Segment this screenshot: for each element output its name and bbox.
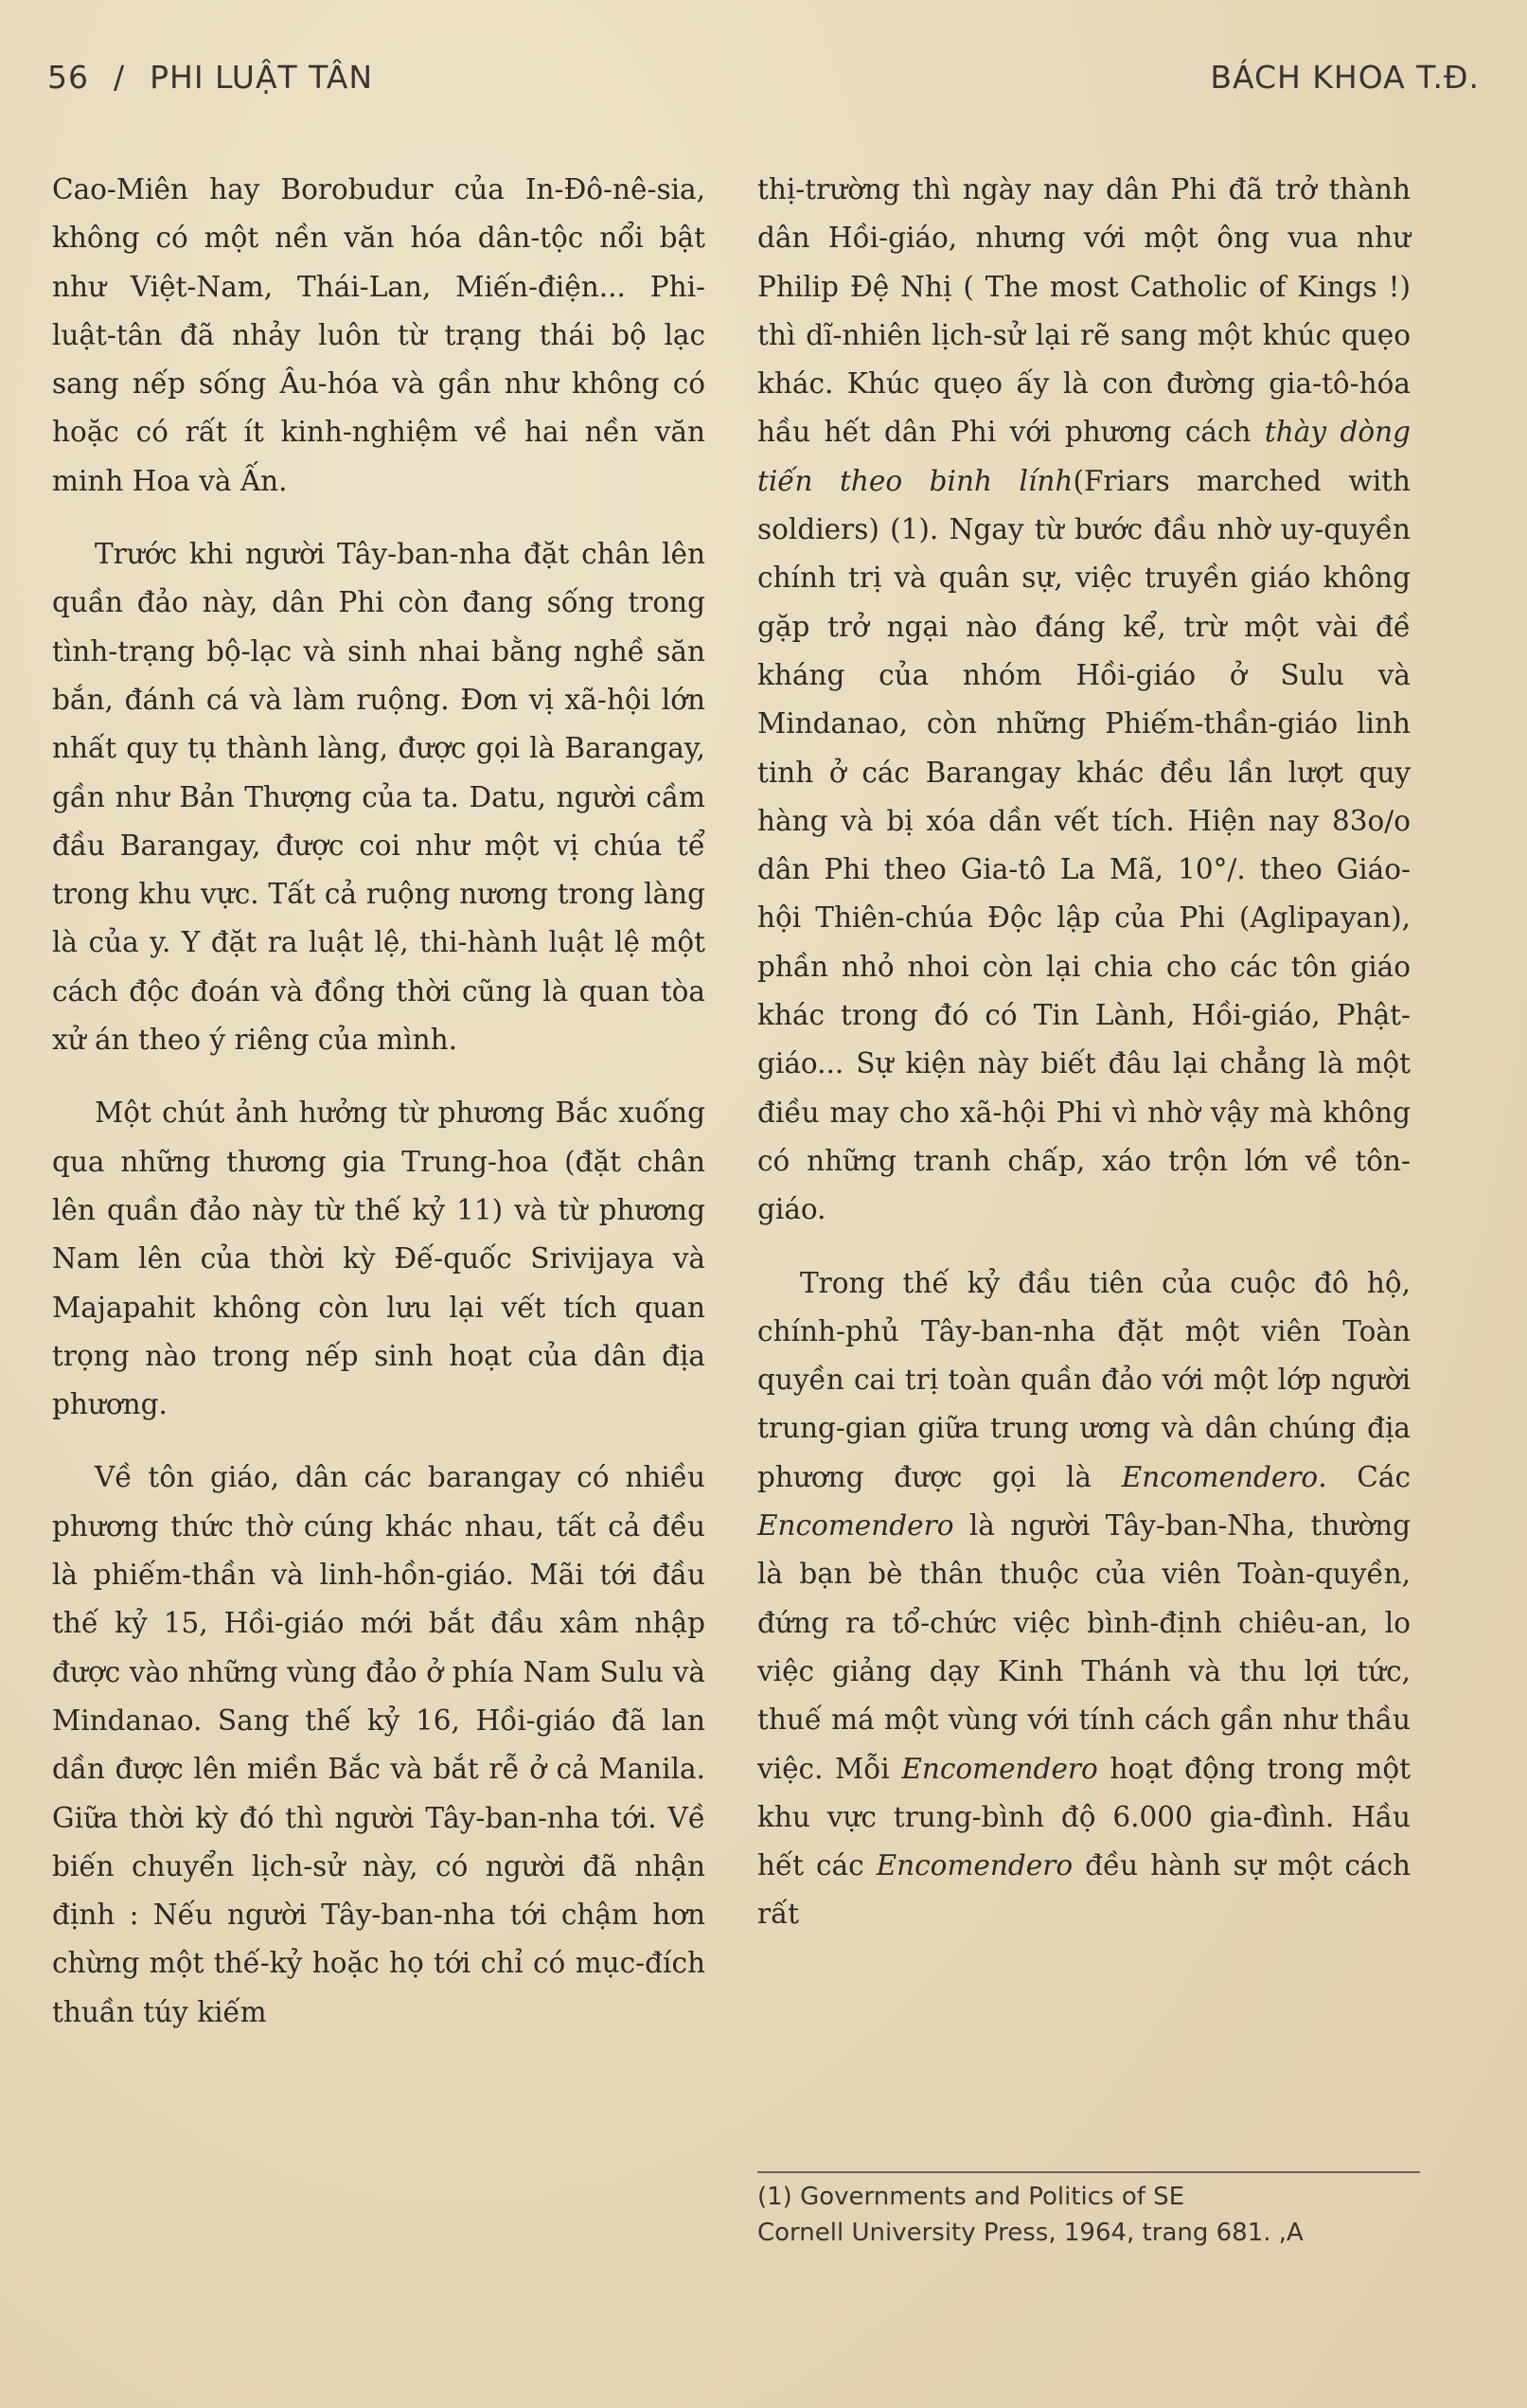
right-p2-italic-3: Encomendero bbox=[901, 1752, 1098, 1785]
left-paragraph-2: Trước khi người Tây-ban-nha đặt chân lên quần đảo này, dân Phi còn đang sống trong tình-trạng bộ-lạc và sinh nhai bằng nghề săn bắn, đánh cá và làm ruộng. Đơn vị xã-hội lớn nhất quy tụ thành làng, được gọi là Barangay, gần như Bản Thượng của ta. Datu, người cầm đầu Barangay, được coi như một vị chúa tể trong khu vực. Tất cả ruộng nương trong làng là của y. Y đặt ra luật lệ, thi-hành luật lệ một cách độc đoán và đồng thời cũng là quan tòa xử án theo ý riêng của mình. bbox=[52, 538, 705, 1057]
right-p2-italic-4: Encomendero bbox=[876, 1849, 1074, 1882]
left-paragraph-3: Một chút ảnh hưởng từ phương Bắc xuống qua những thương gia Trung-hoa (đặt chân lên quần đảo này từ thế kỷ 11) và từ phương Nam lên của thời kỳ Đế-quốc Srivijaya và Majapahit không còn lưu lại vết tích quan trọng nào trong nếp sinh hoạt của dân địa phương. bbox=[52, 1097, 705, 1421]
running-header bbox=[47, 59, 1480, 106]
footnote-line-2: Cornell University Press, 1964, trang 681. ,A bbox=[757, 2219, 1304, 2247]
right-p2-e: đều hành sự một cách rất bbox=[757, 1849, 1411, 1931]
footnote-line-1: (1) Governments and Politics of SE bbox=[757, 2183, 1185, 2211]
right-p2-italic-1: Encomendero bbox=[1121, 1460, 1319, 1493]
right-p2-a: Trong thế kỷ đầu tiên của cuộc đô hộ, chính-phủ Tây-ban-nha đặt một viên Toàn quyền cai trị toàn quần đảo với một lớp người trung-gian giữa trung ương và dân chúng địa phương được gọi là bbox=[757, 1266, 1411, 1493]
footnote bbox=[757, 2171, 1420, 2251]
right-paragraph-2 bbox=[757, 1259, 1411, 1939]
header-left bbox=[47, 59, 373, 96]
running-title-right: BÁCH KHOA T.Đ. bbox=[1210, 59, 1480, 96]
right-p2-b: . Các bbox=[1318, 1460, 1411, 1493]
running-title-left: PHI LUẬT TÂN bbox=[150, 59, 374, 96]
right-p1-tail: (Friars marched with soldiers) (1). Ngay từ bước đầu nhờ uy-quyền chính trị và quân sự, việc truyền giáo không gặp trở ngại nào đáng kể, trừ một vài đề kháng của nhóm Hồi-giáo ở Sulu và Mindanao, còn những Phiếm-thần-giáo linh tinh ở các Barangay khác đều lần lượt quy hàng và bị xóa dần vết tích. Hiện nay 83o/o dân Phi theo Gia-tô La Mã, 10°/. theo Giáo-hội Thiên-chúa Độc lập của Phi (Aglipayan), phần nhỏ nhoi còn lại chia cho các tôn giáo khác trong đó có Tin Lành, Hồi-giáo, Phật-giáo... Sự kiện này biết đâu lại chẳng là một điều may cho xã-hội Phi vì nhờ vậy mà không có những tranh chấp, xáo trộn lớn về tôn-giáo. bbox=[757, 464, 1411, 1226]
header-separator: / bbox=[114, 59, 126, 96]
page-number: 56 bbox=[47, 59, 89, 96]
right-column bbox=[757, 166, 1411, 1939]
right-p1-italic: thày dòng tiến theo binh lính bbox=[757, 416, 1411, 497]
right-p1-text: thị-trường thì ngày nay dân Phi đã trở thành dân Hồi-giáo, nhưng với một ông vua như Philip Đệ Nhị ( The most Catholic of Kings !) thì dĩ-nhiên lịch-sử lại rẽ sang một khúc quẹo khác. Khúc quẹo ấy là con đường gia-tô-hóa hầu hết dân Phi với phương cách bbox=[757, 173, 1411, 449]
left-column bbox=[52, 166, 705, 2037]
left-paragraph-1: Cao-Miên hay Borobudur của In-Đô-nê-sia, không có một nền văn hóa dân-tộc nổi bật như Việt-Nam, Thái-Lan, Miến-điện... Phi-luật-tân đã nhảy luôn từ trạng thái bộ lạc sang nếp sống Âu-hóa và gần như không có hoặc có rất ít kinh-nghiệm về hai nền văn minh Hoa và Ấn. bbox=[52, 173, 705, 497]
right-paragraph-1 bbox=[757, 166, 1411, 1235]
right-p2-d: hoạt động trong một khu vực trung-bình độ 6.000 gia-đình. Hầu hết các bbox=[757, 1752, 1411, 1882]
right-p2-italic-2: Encomendero bbox=[757, 1509, 954, 1543]
right-p2-c: là người Tây-ban-Nha, thường là bạn bè thân thuộc của viên Toàn-quyền, đứng ra tổ-chức việc bình-định chiêu-an, lo việc giảng dạy Kinh Thánh và thu lợi tức, thuế má một vùng với tính cách gần như thầu việc. Mỗi bbox=[757, 1509, 1411, 1785]
left-paragraph-4: Về tôn giáo, dân các barangay có nhiều phương thức thờ cúng khác nhau, tất cả đều là phiếm-thần và linh-hồn-giáo. Mãi tới đầu thế kỷ 15, Hồi-giáo mới bắt đầu xâm nhập được vào những vùng đảo ở phía Nam Sulu và Mindanao. Sang thế kỷ 16, Hồi-giáo đã lan dần được lên miền Bắc và bắt rễ ở cả Manila. Giữa thời kỳ đó thì người Tây-ban-nha tới. Về biến chuyển lịch-sử này, có người đã nhận định : Nếu người Tây-ban-nha tới chậm hơn chừng một thế-kỷ hoặc họ tới chỉ có mục-đích thuần túy kiếm bbox=[52, 1461, 705, 2028]
